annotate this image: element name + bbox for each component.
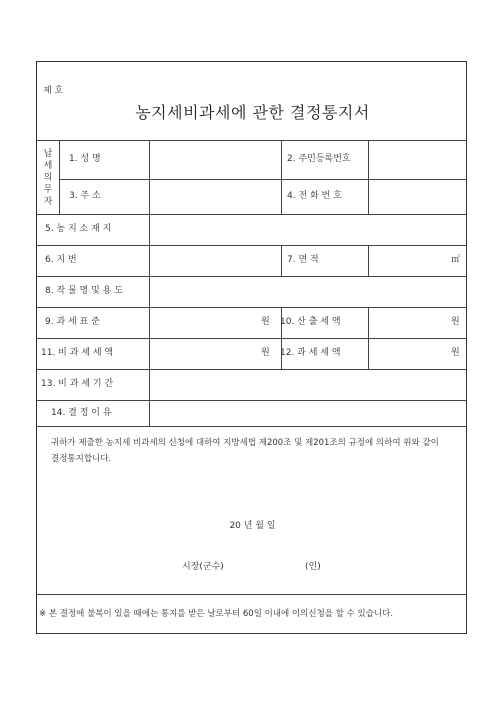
rule-top-table: [37, 140, 466, 141]
document-title: 농지세비과세에 관한 결정통지서: [135, 103, 370, 122]
form-document: [36, 61, 467, 634]
farmland-location-label: 5. 농 지 소 재 지: [45, 224, 112, 234]
rule-note: [37, 594, 466, 595]
area-unit: ㎡: [451, 255, 461, 265]
tax-standard-label: 9. 과 세 표 준: [45, 317, 100, 327]
lot-number-label: 6. 지 번: [45, 255, 77, 265]
rule-row6-mid: [281, 245, 282, 276]
notice-paragraph: 귀하가 제출한 농지세 비과세의 신청에 대하여 지방세법 제200조 및 제201조의 규정에 의하여 위와 같이 결정통지합니다.: [51, 438, 439, 464]
exempt-tax-label: 11. 비 과 세 세 액: [41, 348, 114, 358]
rule-applicant-right-column: [368, 140, 369, 214]
crop-use-label: 8. 작 물 명 및 용 도: [45, 286, 123, 296]
exempt-period-label: 13. 비 과 세 기 간: [41, 379, 114, 389]
rule-row14: [37, 426, 466, 427]
phone-label: 4. 전 화 번 호: [287, 191, 342, 201]
appeal-notice: ※ 본 결정에 불복이 있을 때에는 통지를 받은 날로부터 60일 이내에 이의신청을 할 수 있습니다.: [39, 609, 394, 619]
rule-row11: [37, 369, 466, 370]
imposed-tax-label: 12. 과 세 세 액: [280, 348, 341, 358]
rule-row6: [37, 276, 466, 277]
calculated-tax-label: 10. 산 출 세 액: [280, 317, 341, 327]
date-line: 20 년 월 일: [229, 521, 276, 531]
resident-number-label: 2. 주민등록번호: [287, 154, 351, 164]
rule-row8: [37, 307, 466, 308]
rule-row6-right: [368, 245, 369, 276]
taxpayer-vertical-label: 납 세 의 무 자: [43, 149, 53, 207]
rule-applicant-mid-column: [281, 140, 282, 214]
document-number-label: 제 호: [43, 86, 64, 96]
rule-tax-right: [368, 307, 369, 369]
seal-mark: (인): [305, 562, 321, 572]
rule-after-applicant: [37, 214, 466, 215]
rule-row9: [37, 338, 466, 339]
rule-vertical-label: [59, 140, 60, 214]
rule-applicant-mid: [59, 179, 466, 180]
address-label: 3. 주 소: [69, 191, 101, 201]
name-label: 1. 성 명: [69, 154, 101, 164]
rule-label-column: [149, 140, 150, 426]
exempt-tax-unit: 원: [261, 348, 270, 358]
signer-label: 시장(군수): [182, 562, 224, 572]
area-label: 7. 면 적: [287, 255, 319, 265]
calculated-tax-unit: 원: [451, 317, 460, 327]
tax-standard-unit: 원: [261, 317, 270, 327]
rule-row13: [37, 400, 466, 401]
decision-reason-label: 14. 결 정 이 유: [51, 408, 112, 418]
rule-row5: [37, 245, 466, 246]
imposed-tax-unit: 원: [451, 348, 460, 358]
